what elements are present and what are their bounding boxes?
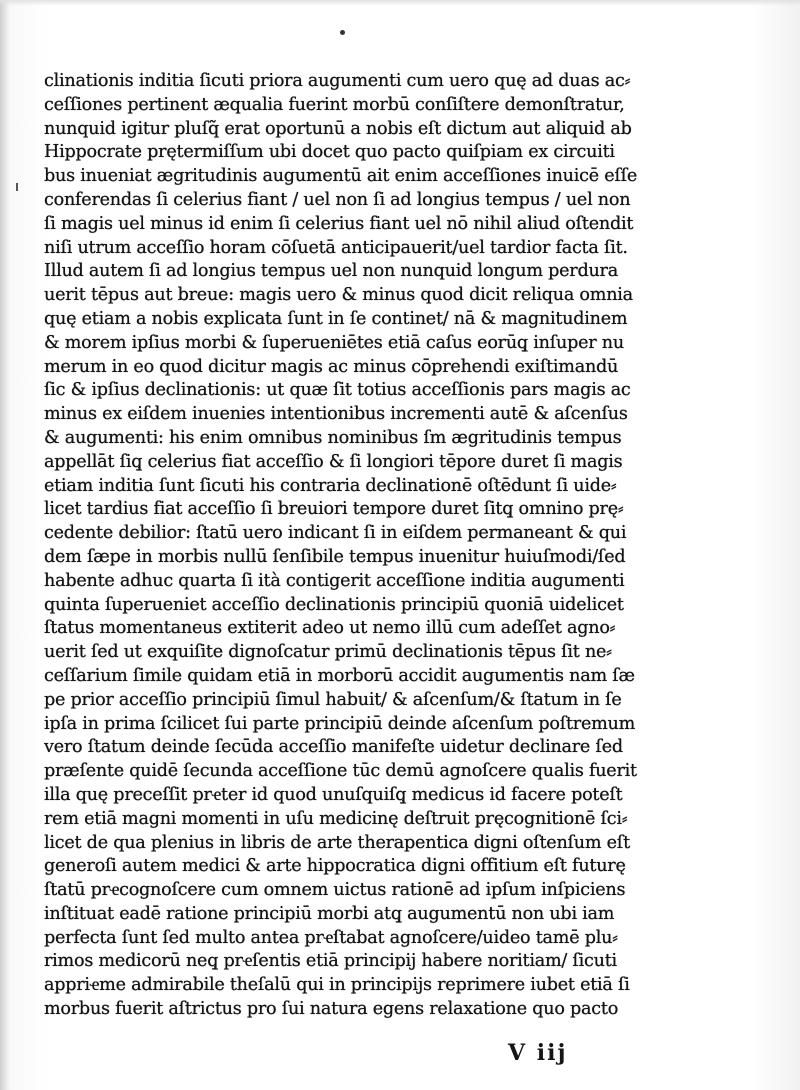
text-line: perfecta ſunt ſed multo antea prҽſtabat agnoſcere/uideo tamē plu⸗ [44, 927, 618, 948]
text-line: etiam inditia ſunt ſicuti his contraria declinationē oſtēdunt ſi uide⸗ [44, 475, 617, 496]
text-line: ceſſiones pertinent æqualia fuerint morbū conſiſtere demonſtratur, [44, 94, 625, 115]
text-line: licet tardius fiat acceſſio ſi breuiori tempore duret ſitq̧ omnino prę⸗ [44, 499, 624, 520]
text-line: minus ex eiſdem inuenies intentionibus incrementi autē & aſcenſus [44, 404, 628, 425]
text-line: pe prior acceſſio principiū ſimul habuit/ & aſcenſum/& ſtatum in ſe [44, 689, 622, 710]
text-line: licet de qua plenius in libris de arte therapentica digni oſtenſum eſt [44, 832, 630, 853]
text-line: illa quę preceſſit prҽter id quod unuſquiſq̧ medicus id facere poteſt [44, 784, 623, 805]
text-line: bus inueniat ægritudinis augumentū ait enim acceſſiones inuicē eſſe [44, 166, 638, 187]
text-line: quę etiam a nobis explicata ſunt in ſe continet/ nā & magnitudinem [44, 308, 628, 329]
text-line: inſtituat eadē ratione principiū morbi atq̧ augumentū non ubi iam [44, 903, 615, 924]
text-line: ſtatū prҽcognoſcere cum omnem uictus rationē ad ipſum inſpiciens [44, 880, 626, 901]
text-line: generoſi autem medici & arte hippocratica digni offitium eſt futurę [44, 856, 626, 877]
text-line: ſtatus momentaneus extiterit adeo ut nemo illū cum adeſſet agno⸗ [44, 618, 616, 639]
text-line: Illud autem ſi ad longius tempus uel non nunquid longum perdura [44, 261, 618, 282]
text-line: rem etiā magni momenti in uſu medicinę deſtruit pręcognitionē ſci⸗ [44, 808, 628, 829]
text-line: morbus fuerit aſtrictus pro ſui natura egens relaxatione quo pacto [44, 999, 619, 1020]
text-line: dem ſæpe in morbis nullū ſenſibile tempus inuenitur huiuſmodi/ſed [44, 546, 626, 567]
text-line: & morem ipſius morbi & ſuperueniētes etiā caſus eorūq̧ inſuper nu [44, 332, 624, 353]
text-line: rimos medicorū neq̧ prҽſentis etiā principij habere noritiam/ ſicuti [44, 951, 617, 972]
page-edge-shadow [0, 0, 10, 1090]
signature-mark: V iij [508, 1040, 568, 1066]
text-line: vero ſtatum deinde ſecūda acceſſio manifeſte uidetur declinare ſed [44, 737, 623, 758]
text-line: habente adhuc quarta ſi ità contigerit acceſſione inditia augumenti [44, 570, 625, 591]
text-line: ceſſarium ſimile quidam etiā in morborū accidit augumentis nam ſæ [44, 665, 635, 686]
text-line: Hippocrate prętermiſſum ubi docet quo pacto quiſpiam ex circuiti [44, 142, 615, 163]
text-line: cedente debilior: ſtatū uero indicant ſi in eiſdem permaneant & qui [44, 523, 627, 544]
text-line: ſi magis uel minus id enim ſi celerius fiant uel nō nihil aliud oſtendit [44, 213, 634, 234]
text-line: quinta ſuperueniet acceſſio declinationis principiū quoniā uidelicet [44, 594, 624, 615]
text-line: & augumenti: his enim omnibus nominibus ſm ægritudinis tempus [44, 427, 622, 448]
text-line: uerit tēpus aut breue: magis uero & minus quod dicit reliqua omnia [44, 285, 633, 306]
text-line: nunquid igitur pluſq̃ erat oportunū a nobis eſt dictum aut aliquid ab [44, 118, 632, 139]
text-line: appellāt ſiq̧ celerius fiat acceſſio & ſi longiori tēpore duret ſi magis [44, 451, 623, 472]
body-text [44, 70, 684, 1022]
ink-mark [16, 183, 18, 191]
ink-speck [340, 30, 345, 35]
text-line: uerit ſed ut exquiſite dignoſcatur primū declinationis tēpus ſit ne⸗ [44, 642, 612, 663]
text-line: præſente quidē ſecunda acceſſione tūc demū agnoſcere qualis fuerit [44, 761, 637, 782]
text-line: conferendas ſi celerius fiant / uel non ſi ad longius tempus / uel non [44, 189, 631, 210]
text-line: ipſa in prima ſcilicet ſui parte principiū deinde aſcenſum poſtremum [44, 713, 636, 734]
text-line: clinationis inditia ſicuti priora augumenti cum uero quę ad duas ac⸗ [44, 71, 631, 91]
text-line: merum in eo quod dicitur magis ac minus cōprehendi exiſtimandū [44, 356, 619, 377]
text-line: ſic & ipſius declinationis: ut quæ ſit totius acceſſionis pars magis ac [44, 380, 631, 401]
text-line: appriҽme admirabile theſalū qui in principijs reprimere iubet etiā ſi [44, 975, 630, 996]
text-line: niſi utrum acceſſio horam cōſuetā anticipauerit/uel tardior facta ſit. [44, 237, 628, 258]
page-top-shadow [0, 0, 800, 6]
